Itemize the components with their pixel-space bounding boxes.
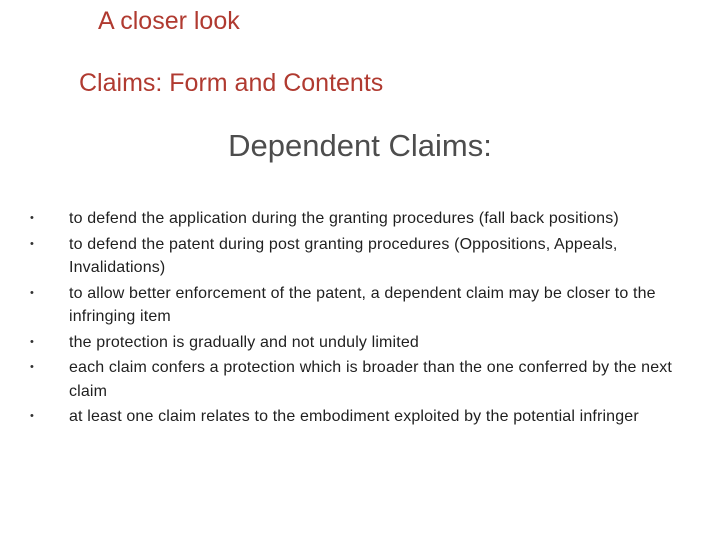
list-item-text: at least one claim relates to the embodiment exploited by the potential infringer	[69, 408, 639, 425]
list-item-text: to defend the patent during post granting procedures (Oppositions, Appeals, Invalidations)	[69, 235, 618, 276]
bullet-icon: •	[30, 237, 35, 250]
bullet-icon: •	[30, 212, 35, 224]
list-item	[30, 405, 690, 429]
bullet-list	[30, 207, 690, 431]
list-item-text: to defend the application during the granting procedures (fall back positions)	[69, 210, 619, 227]
list-item-text: to allow better enforcement of the patent, a dependent claim may be closer to the infringing item	[69, 284, 656, 325]
bullet-icon: •	[30, 410, 35, 422]
list-item	[30, 282, 690, 329]
list-item-text: the protection is gradually and not unduly limited	[69, 333, 419, 351]
list-item	[30, 233, 690, 280]
slide-subtitle: Claims: Form and Contents	[79, 69, 384, 97]
bullet-icon: •	[30, 335, 35, 348]
list-item	[30, 356, 690, 403]
section-title: Dependent Claims:	[228, 128, 492, 163]
list-item	[30, 331, 690, 355]
bullet-icon: •	[30, 361, 35, 373]
bullet-icon: •	[30, 286, 35, 299]
list-item	[30, 207, 690, 231]
slide-title: A closer look	[98, 7, 240, 35]
list-item-text: each claim confers a protection which is broader than the one conferred by the next claim	[69, 359, 673, 400]
